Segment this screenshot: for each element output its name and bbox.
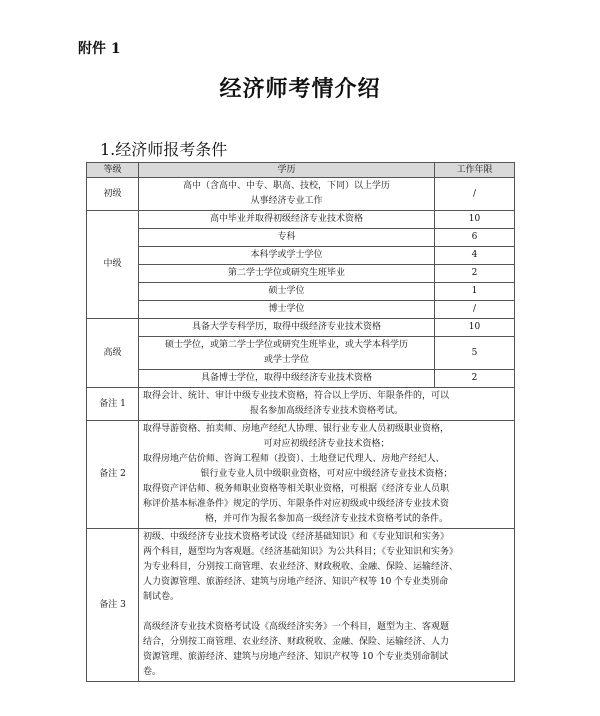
education-cell: 博士学位 bbox=[139, 301, 435, 319]
requirements-table bbox=[86, 162, 515, 682]
note-label: 备注 1 bbox=[87, 388, 139, 421]
education-cell: 具备博士学位，取得中级经济专业技术资格 bbox=[139, 370, 435, 388]
note-line: 取得资产评估师、税务师职业资格等相关职业资格，可根据《经济专业人员职 bbox=[143, 484, 450, 494]
education-cell: 本科学或学士学位 bbox=[139, 247, 435, 265]
years-cell: 2 bbox=[435, 265, 515, 283]
table-row bbox=[87, 529, 515, 682]
years-cell: 4 bbox=[435, 247, 515, 265]
table-header-row bbox=[87, 163, 515, 178]
table-row bbox=[87, 178, 515, 211]
note-line: 结合，分别按工商管理、农业经济、财政税收、金融、保险、运输经济、人力 bbox=[143, 637, 450, 647]
education-cell: 具备大学专科学历，取得中级经济专业技术资格 bbox=[139, 319, 435, 337]
table-row bbox=[87, 247, 515, 265]
education-line: 或学士学位 bbox=[263, 355, 309, 365]
note-content bbox=[139, 529, 515, 682]
education-cell bbox=[139, 337, 435, 370]
table-row bbox=[87, 229, 515, 247]
page-title: 经济师考情介绍 bbox=[219, 76, 381, 102]
note-line: 高级经济专业技术资格考试设《高级经济实务》一个科目，题型为主、客观题 bbox=[143, 622, 450, 632]
table-row bbox=[87, 388, 515, 421]
education-line: 硕士学位，或第二学士学位或研究生班毕业，或大学本科学历 bbox=[164, 340, 408, 350]
table-row bbox=[87, 319, 515, 337]
education-cell: 专科 bbox=[139, 229, 435, 247]
years-cell: 1 bbox=[435, 283, 515, 301]
note-line: 取得房地产估价师、咨询工程师（投资）、土地登记代理人、房地产经纪人、 bbox=[143, 454, 445, 464]
years-cell: 10 bbox=[435, 211, 515, 229]
note-line: 为专业科目，分别按工商管理、农业经济、财政税收、金融、保险、运输经济、 bbox=[143, 562, 459, 572]
years-cell: 10 bbox=[435, 319, 515, 337]
table-row bbox=[87, 370, 515, 388]
note-line: 银行业专业人员中级职业资格，可对应中级经济专业技术资格； bbox=[200, 469, 453, 479]
note-line: 可对应初级经济专业技术资格； bbox=[263, 439, 390, 449]
note-line: 两个科目，题型均为客观题。《经济基础知识》为公共科目；《专业知识和实务》 bbox=[143, 547, 459, 557]
years-cell: / bbox=[435, 301, 515, 319]
table-row bbox=[87, 211, 515, 229]
note-line: 取得会计、统计、审计中级专业技术资格，符合以上学历、年限条件的，可以 bbox=[143, 391, 450, 401]
table-row bbox=[87, 421, 515, 529]
note-content bbox=[139, 421, 515, 529]
education-cell: 硕士学位 bbox=[139, 283, 435, 301]
note-label: 备注 2 bbox=[87, 421, 139, 529]
years-cell: 5 bbox=[435, 337, 515, 370]
note-line: 报名参加高级经济专业技术资格考试。 bbox=[249, 406, 403, 416]
note-line: 制试卷。 bbox=[143, 592, 180, 602]
attachment-label: 附件 1 bbox=[78, 41, 121, 57]
note-label: 备注 3 bbox=[87, 529, 139, 682]
note-line: 称评价基本标准条件》规定的学历、年限条件对应初级或中级经济专业技术资 bbox=[143, 499, 450, 509]
note-line: 格，并可作为报名参加高一级经济专业技术资格考试的条件。 bbox=[204, 514, 448, 524]
table-row bbox=[87, 283, 515, 301]
note-line: 人力资源管理、旅游经济、建筑与房地产经济、知识产权等 10 个专业类别命 bbox=[143, 577, 449, 587]
education-line: 高中（含高中、中专、职高、技校，下同）以上学历 bbox=[182, 181, 390, 191]
education-cell: 第二学士学位或研究生班毕业 bbox=[139, 265, 435, 283]
note-content bbox=[139, 388, 515, 421]
note-line: 初级、中级经济专业技术资格考试设《经济基础知识》和《专业知识和实务》 bbox=[143, 532, 450, 542]
education-line: 从事经济专业工作 bbox=[250, 196, 323, 206]
section-heading: 1.经济师报考条件 bbox=[100, 140, 228, 159]
education-cell: 高中毕业并取得初级经济专业技术资格 bbox=[139, 211, 435, 229]
column-header-education: 学历 bbox=[139, 163, 435, 178]
table-row bbox=[87, 265, 515, 283]
note-line: 取得导游资格、拍卖师、房地产经纪人协理、银行业专业人员初级职业资格， bbox=[143, 424, 450, 434]
note-line: 资源管理、旅游经济、建筑与房地产经济、知识产权等 10 个专业类别命制试 bbox=[143, 652, 449, 662]
level-cell-senior: 高级 bbox=[87, 319, 139, 388]
column-header-years: 工作年限 bbox=[435, 163, 515, 178]
level-cell-intermediate: 中级 bbox=[87, 211, 139, 319]
note-line: 卷。 bbox=[143, 667, 162, 677]
column-header-level: 等级 bbox=[87, 163, 139, 178]
years-cell: / bbox=[435, 178, 515, 211]
level-cell-junior: 初级 bbox=[87, 178, 139, 211]
table-row bbox=[87, 301, 515, 319]
years-cell: 2 bbox=[435, 370, 515, 388]
education-cell bbox=[139, 178, 435, 211]
years-cell: 6 bbox=[435, 229, 515, 247]
paragraph-gap bbox=[143, 605, 510, 620]
table-row bbox=[87, 337, 515, 370]
